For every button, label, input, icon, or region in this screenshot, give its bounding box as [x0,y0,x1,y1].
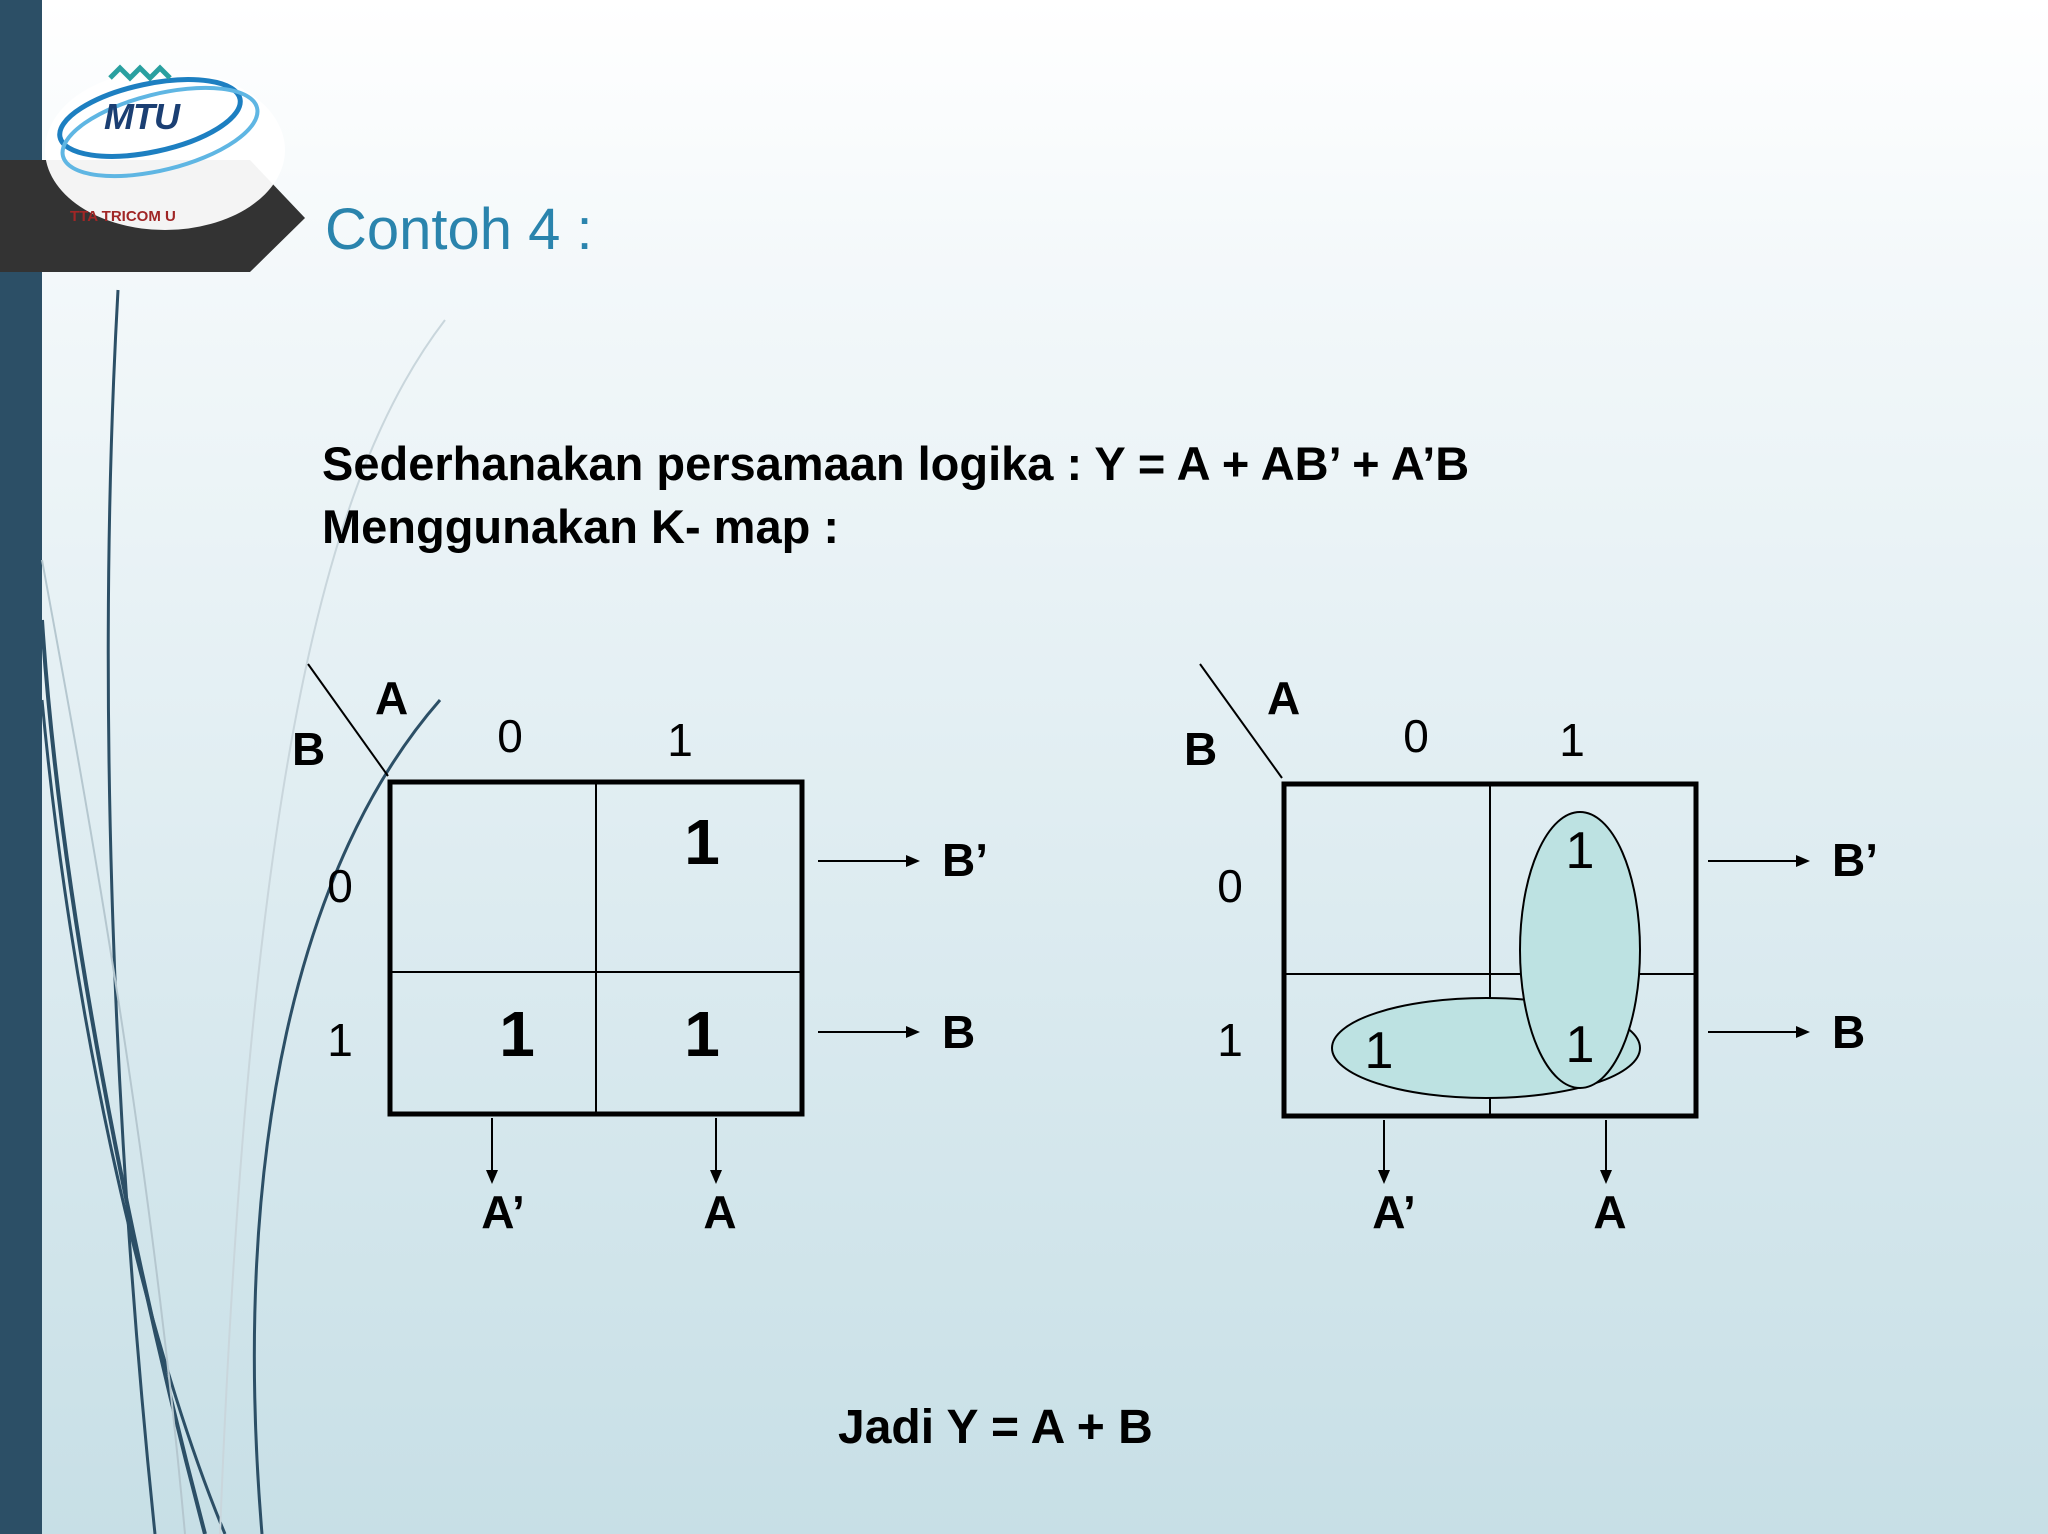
kmap-right-cell-10: 1 [1364,1022,1394,1080]
logo-mark: MTU [104,96,179,137]
kmap-left-cell-01: 1 [684,806,720,878]
logo-subtext: TTA TRICOM U [70,208,176,225]
problem-line-1: Sederhanakan persamaan logika : Y = A + AB’ + A’B [322,437,1470,490]
kmap-left-cell-10: 1 [499,998,535,1070]
result-text: Jadi Y = A + B [838,1401,1153,1454]
kmap-right-row-label-0: B’ [1832,834,1878,886]
problem-statement [322,432,1469,558]
kmap-left-row-header-1: 1 [327,1014,353,1066]
kmap-left-col-label-0: A’ [481,1186,525,1238]
slide-title: Contoh 4 : [325,197,593,262]
kmap-left-row-label-0: B’ [942,834,988,886]
kmap-left-row-label-1: B [942,1006,976,1058]
kmap-left-var-col: A [375,672,409,724]
kmap-right-row-header-0: 0 [1217,860,1243,912]
kmap-right-cell-01: 1 [1565,822,1595,880]
kmap-left-col-header-1: 1 [667,714,693,766]
kmap-left-cell-11: 1 [684,998,720,1070]
kmap-right-row-header-1: 1 [1217,1014,1243,1066]
kmap-right-col-header-0: 0 [1403,710,1429,762]
kmap-right-col-label-0: A’ [1372,1186,1416,1238]
kmap-left-row-header-0: 0 [327,860,353,912]
kmap-right-col-label-1: A [1593,1186,1627,1238]
kmap-right-var-col: A [1267,672,1301,724]
kmap-left-col-label-1: A [703,1186,737,1238]
kmap-left-col-header-0: 0 [497,710,523,762]
problem-line-2: Menggunakan K- map : [322,500,840,553]
kmap-right [1170,650,1930,1250]
kmap-right-col-header-1: 1 [1559,714,1585,766]
kmap-right-cell-11: 1 [1565,1016,1595,1074]
kmap-left-var-row: B [292,723,326,775]
kmap-left [280,650,1040,1250]
kmap-right-var-row: B [1184,723,1218,775]
kmap-right-row-label-1: B [1832,1006,1866,1058]
